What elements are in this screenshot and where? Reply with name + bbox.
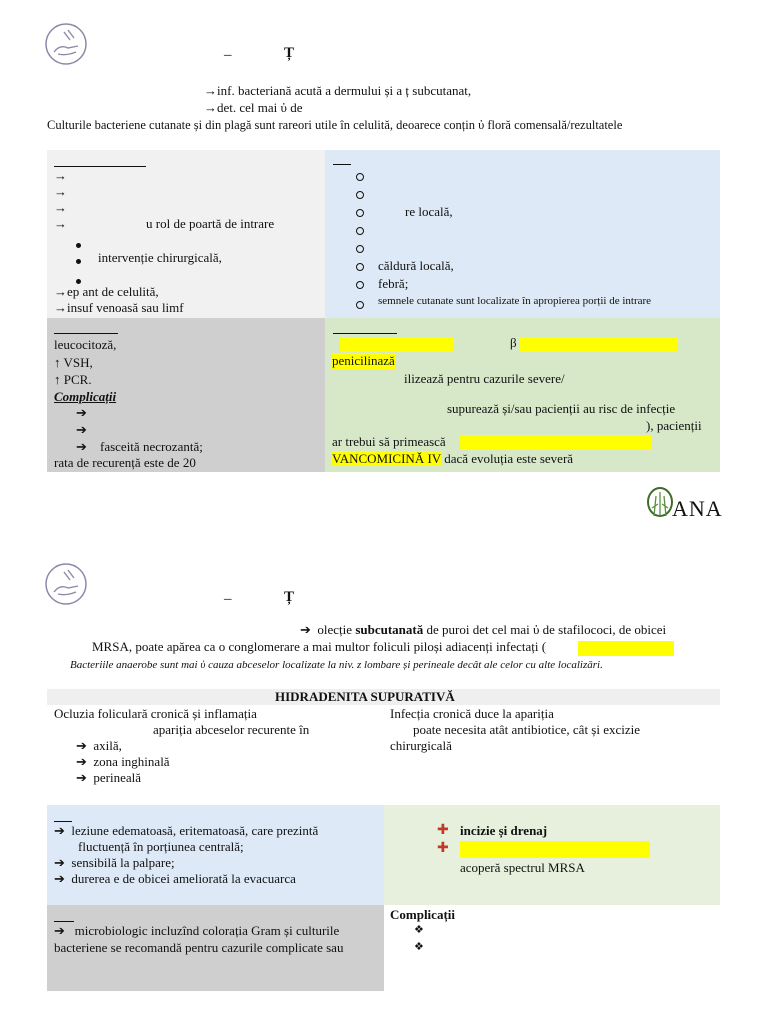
page2-def-arrow: ➔	[300, 622, 311, 637]
page2-def-a: olecție	[317, 622, 356, 637]
page2-header-dash: –	[224, 591, 232, 607]
page2-clinical-2: ➔ sensibilă la palpare;	[54, 855, 175, 870]
page1-arrow-4: →	[54, 216, 67, 231]
page1-vancomycin: VANCOMICINĂ IV	[332, 451, 441, 466]
page1-symptoms-box	[325, 150, 720, 318]
page1-skin-signs: semnele cutanate sunt localizate în apropierea porții de intrare	[378, 295, 652, 307]
diamond-bullet-2: ❖	[414, 941, 424, 953]
page1-complication-arrow-3: ➔	[76, 439, 87, 454]
page1-recurrence-rate: rata de recurență este de 20	[54, 455, 196, 470]
page2-definition-line1	[300, 622, 666, 638]
page2-highlight-1	[578, 641, 674, 656]
hand-wash-logo-icon	[44, 22, 88, 66]
page1-definition-line2: →det. cel mai ὐ de	[204, 100, 303, 115]
hand-wash-logo-icon-2	[44, 562, 88, 606]
page1-surgery-text: intervenție chirurgicală,	[98, 250, 222, 265]
page1-bullet-2	[76, 252, 81, 268]
page1-complication-arrow-2: ➔	[76, 422, 87, 437]
page2-def-bold: subcutanată	[355, 622, 424, 637]
page1-complication-arrow-1: ➔	[76, 405, 87, 420]
hidradenitis-item-groin: ➔ zona inghinală	[76, 754, 170, 769]
hidradenitis-right-2: poate necesita atât antibiotice, cât și excizie	[413, 722, 641, 737]
page1-symptom-bullet-4	[356, 222, 364, 238]
page2-incision-drainage: incizie și drenaj	[460, 823, 548, 838]
page1-vancomycin-line	[332, 451, 573, 467]
hidradenitis-title: HIDRADENITA SUPURATIVĂ	[275, 689, 455, 704]
page1-should-receive: ar trebui să primească	[332, 434, 446, 449]
page1-symptom-bullet-6	[356, 258, 364, 274]
page2-definition-line2: MRSA, poate apărea ca o conglomerare a mai multor foliculi piloși adiacenți infectați (	[92, 639, 547, 654]
page2-highlight-2	[460, 841, 650, 858]
hidradenitis-right-1: Infecția cronică duce la apariția	[390, 706, 554, 721]
page1-arrow-2: →	[54, 184, 67, 199]
page2-complications-heading: Complicații	[390, 907, 455, 922]
page1-bullet-1	[76, 236, 81, 252]
page1-complications-heading: Complicații	[54, 389, 117, 404]
page2-def-c: de puroi det cel mai ὐ de stafilococi, de obicei	[423, 622, 667, 637]
page2-clinical-1: ➔ leziune edematoasă, eritematoasă, care prezintă	[54, 823, 319, 838]
page1-suppurate-risk: supurează și/sau pacienții au risc de infecție	[447, 401, 676, 416]
hidradenitis-left-1: Ocluzia foliculară cronică și inflamația	[54, 706, 257, 721]
page1-definition-line1: →inf. bacteriană acută a dermului și a ț subcutanat,	[204, 83, 472, 98]
hidradenitis-item-axilla: ➔ axilă,	[76, 738, 122, 753]
page1-symptom-bullet-3	[356, 204, 364, 220]
page1-symptom-bullet-1	[356, 168, 364, 184]
page1-vancomycin-rest: dacă evoluția este severă	[440, 451, 574, 466]
page1-venous-insufficiency: →insuf venoasă sau limf	[54, 300, 184, 315]
page1-cultures-text: Culturile bacteriene cutanate și din plagă sunt rareori utile în celulită, deoarece conțin ὐ floră comensală/rezultatele	[47, 118, 623, 132]
hidradenitis-item-perineal: ➔ perineală	[76, 770, 142, 785]
page1-leukocytosis: leucocitoză,	[54, 337, 117, 352]
page1-penicillinase: penicilinază	[332, 353, 395, 368]
page1-pcr: ↑ PCR.	[54, 372, 92, 387]
page2-anaerobic-note: Bacteriile anaerobe sunt mai ὐ cauza abceselor localizate la niv. z lombare și perineale decât ale celor cu alte localizări.	[70, 659, 603, 671]
page1-symptom-bullet-2	[356, 186, 364, 202]
page1-severe-cases: ilizează pentru cazurile severe/	[404, 371, 565, 386]
page1-local-heat: căldură locală,	[378, 258, 454, 273]
page2-micro-2: bacteriene se recomandă pentru cazurile complicate sau	[54, 940, 344, 955]
pin-icon-1: ✚	[437, 823, 449, 838]
page1-arrow-3: →	[54, 200, 67, 215]
page2-clinical-3: ➔ durerea e de obicei ameliorată la evacuarca	[54, 871, 296, 886]
page2-micro-1: ➔ microbiologic incluzînd colorația Gram și culturile	[54, 923, 340, 938]
hidradenitis-left-2: apariția abceselor recurente în	[153, 722, 310, 737]
page2-mrsa-coverage: acoperă spectrul MRSA	[460, 860, 585, 875]
page1-highlight-1	[340, 337, 454, 352]
page1-fever: febră;	[378, 276, 409, 291]
page1-necrotizing-fasciitis: fasceită necrozantă;	[100, 439, 203, 454]
page1-symptom-bullet-5	[356, 240, 364, 256]
page1-highlight-2	[520, 337, 678, 352]
page1-beta-symbol: β	[510, 335, 517, 350]
page1-entry-port-text: u rol de poartă de intrare	[146, 216, 275, 231]
page1-patients-text: ), pacienții	[646, 418, 702, 433]
page1-vsh: ↑ VSH,	[54, 355, 93, 370]
page1-symptom-bullet-7	[356, 276, 364, 292]
pin-icon-2: ✚	[437, 841, 449, 856]
hidradenitis-right-3: chirurgicală	[390, 738, 452, 753]
page1-highlight-3	[460, 435, 652, 450]
page1-previous-cellulitis: →ep ant de celulită,	[54, 284, 159, 299]
page1-arrow-1: →	[54, 168, 67, 183]
brand-letter	[648, 480, 673, 518]
page1-header-letter: Ț	[284, 45, 295, 61]
page1-symptom-bullet-8	[356, 296, 364, 312]
page1-header-dash: –	[224, 47, 232, 63]
page2-header-letter: Ț	[284, 589, 295, 605]
page2-clinical-1b: fluctuență în porțiunea centrală;	[78, 839, 244, 854]
diamond-bullet-1: ❖	[414, 924, 424, 936]
page1-local-redness: re locală,	[405, 204, 453, 219]
brand-text: ANA	[672, 496, 723, 521]
